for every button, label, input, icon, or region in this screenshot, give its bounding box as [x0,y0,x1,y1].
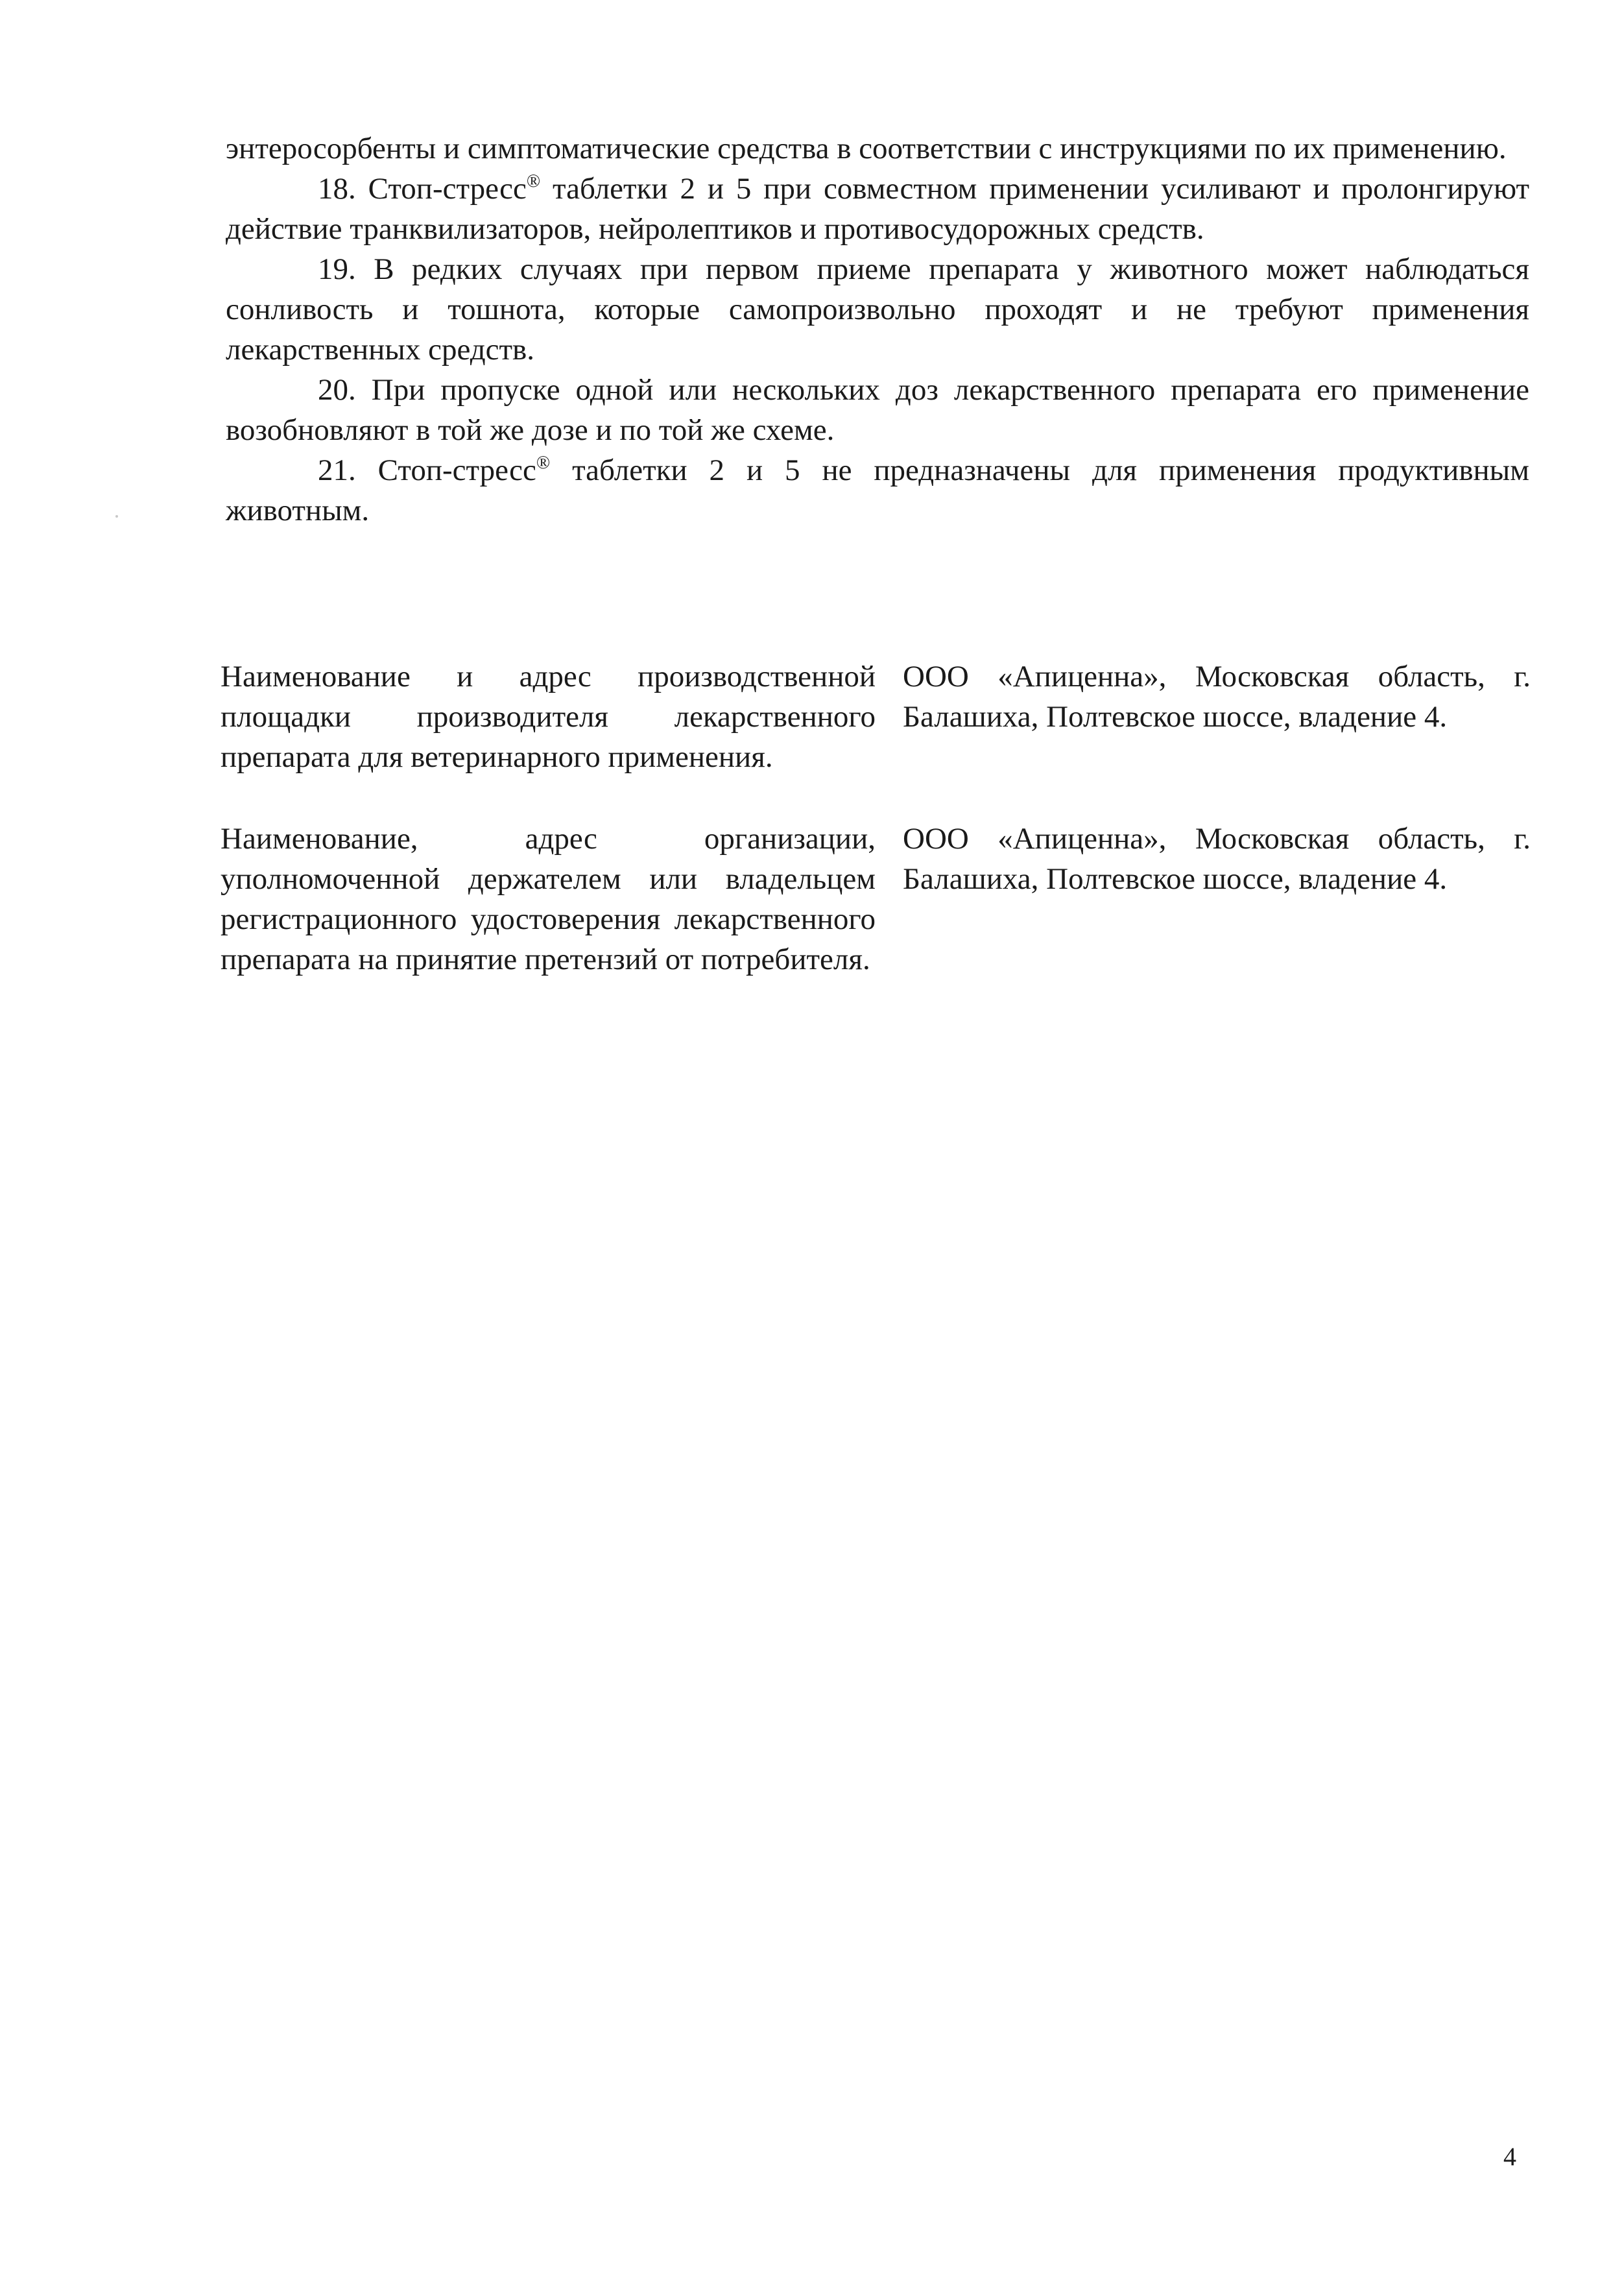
item-text: В редких случаях при первом приеме препарата у животного может наблюдаться сонливость и тошнота, которые самопроизвольно проходят и не требуют применения лекарственных средств. [226,252,1529,367]
registered-mark: ® [536,453,551,473]
item-number: 19. [318,252,356,286]
item-20 [226,370,1529,450]
manufacturer-label: Наименование и адрес производственной площадки производителя лекарственного препарата для ветеринарного применения. [221,660,876,774]
instruction-body [226,128,1529,531]
continuation-paragraph: энтеросорбенты и симптоматические средства в соответствии с инструкциями по их применению. [226,132,1507,165]
item-text: При пропуске одной или нескольких доз лекарственного препарата его применение возобновляют в той же дозе и по той же схеме. [226,373,1530,447]
item-19 [226,249,1529,370]
product-name: Стоп-стресс [368,172,527,206]
page-number: 4 [1503,2142,1516,2171]
registered-mark: ® [526,171,541,191]
item-number: 20. [318,373,356,407]
item-number: 18. [318,172,356,206]
item-21 [226,450,1529,531]
item-number: 21. [318,453,356,487]
item-text: таблетки 2 и 5 при совместном применении усиливают и пролонгируют действие транквилизаторов, нейролептиков и противосудорожных средств. [226,172,1529,246]
claims-organization-label: Наименование, адрес организации, уполномоченной держателем или владельцем регистрационного удостоверения лекарственного препарата на принятие претензий от потребителя. [221,822,876,976]
scan-speck [115,515,118,518]
product-name: Стоп-стресс [377,453,536,487]
item-text: таблетки 2 и 5 не предназначены для применения продуктивным животным. [226,453,1529,527]
claims-organization-address: ООО «Апиценна», Московская область, г. Балашиха, Полтевское шоссе, владение 4. [903,822,1531,896]
manufacturer-address: ООО «Апиценна», Московская область, г. Балашиха, Полтевское шоссе, владение 4. [903,660,1531,734]
item-18 [226,169,1529,249]
